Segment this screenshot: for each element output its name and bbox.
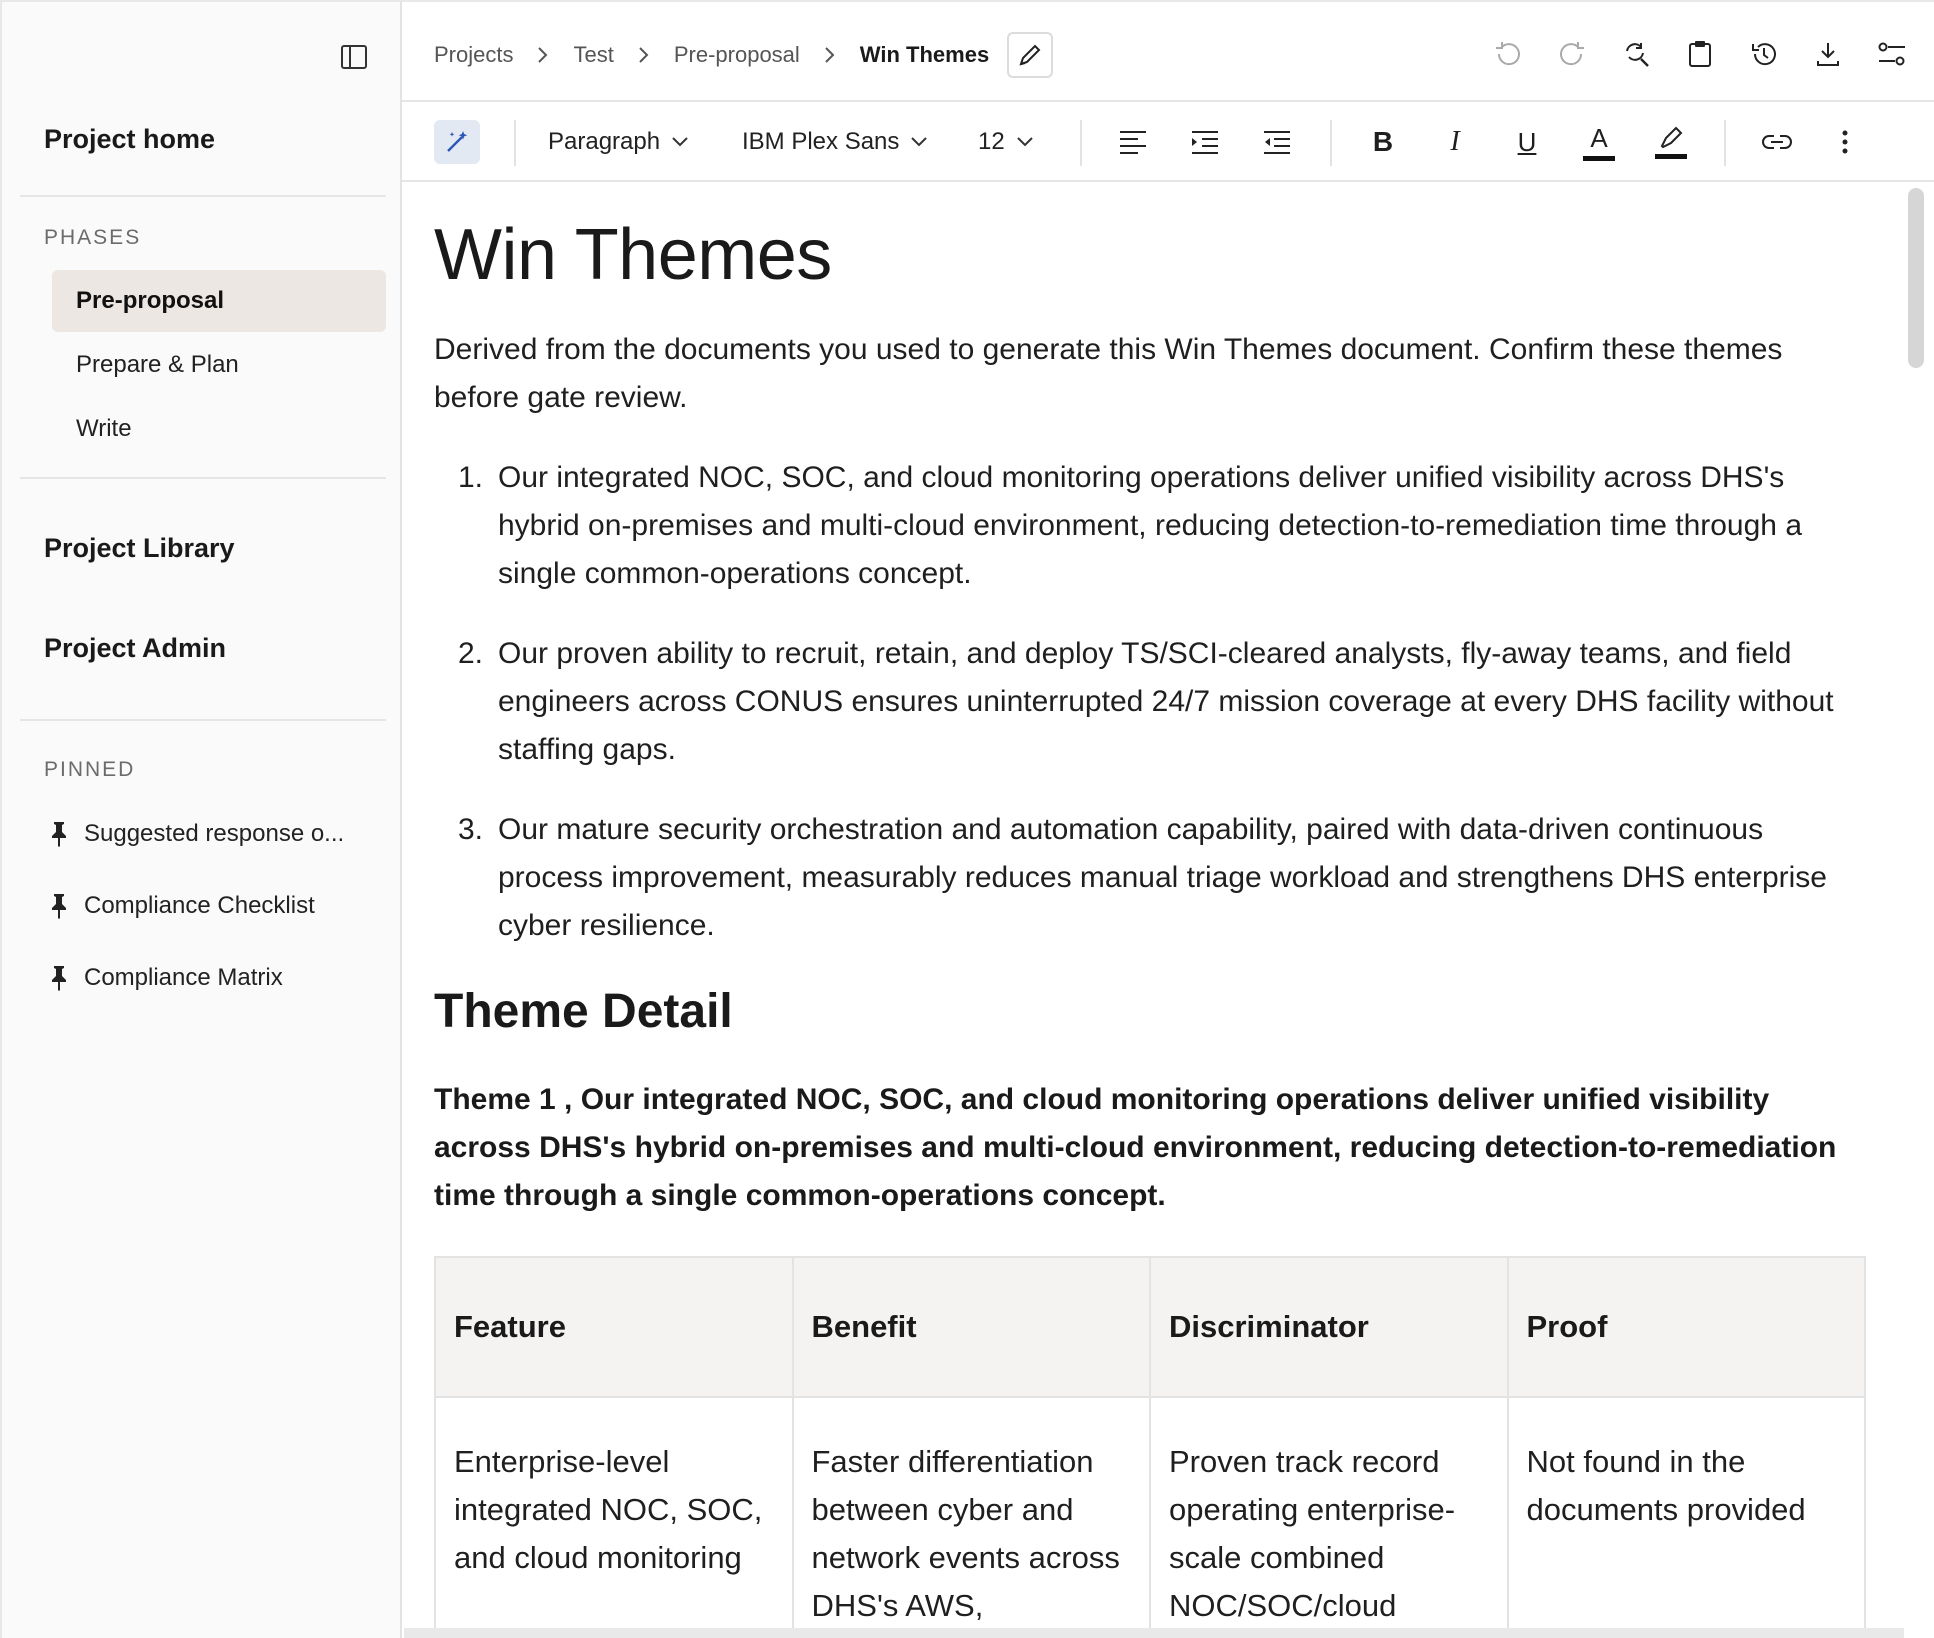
more-options-button[interactable] xyxy=(1820,120,1870,164)
vertical-scrollbar[interactable] xyxy=(1906,184,1926,1638)
align-left-icon xyxy=(1118,128,1148,156)
toolbar-divider xyxy=(514,120,516,166)
pin-icon xyxy=(44,819,74,849)
pinned-item-label: Compliance Checklist xyxy=(84,892,315,919)
list-item-text: Our proven ability to recruit, retain, and deploy TS/SCI-cleared analysts, fly-away teams, and field engineers across CONUS ensures uninterrupted 24/7 mission coverage at every DHS facility without staffing gaps. xyxy=(498,637,1834,766)
redo-icon[interactable] xyxy=(1540,34,1604,74)
sidebar-item-pre-proposal[interactable]: Pre-proposal xyxy=(52,270,386,332)
indent-icon xyxy=(1190,128,1220,156)
pencil-icon xyxy=(1017,42,1043,68)
breadcrumb-pre-proposal[interactable]: Pre-proposal xyxy=(673,42,800,67)
outdent-icon xyxy=(1262,128,1292,156)
find-replace-icon[interactable] xyxy=(1604,34,1668,74)
pinned-item[interactable] xyxy=(44,886,384,926)
chevron-down-icon xyxy=(670,135,690,149)
pin-icon xyxy=(44,891,74,921)
align-left-button[interactable] xyxy=(1108,120,1158,164)
pinned-heading: PINNED xyxy=(44,758,136,781)
table-cell: Enterprise-level integrated NOC, SOC, and cloud monitoring xyxy=(435,1397,793,1638)
outdent-button[interactable] xyxy=(1252,120,1302,164)
sidebar-project-admin[interactable]: Project Admin xyxy=(44,633,227,663)
font-family-dropdown[interactable] xyxy=(742,120,929,164)
settings-sliders-icon[interactable] xyxy=(1860,34,1924,74)
underline-icon: U xyxy=(1517,126,1537,157)
sidebar-project-library[interactable]: Project Library xyxy=(44,533,235,563)
download-icon[interactable] xyxy=(1796,34,1860,74)
toolbar-divider xyxy=(1080,120,1082,166)
block-type-value: Paragraph xyxy=(548,128,661,155)
text-color-swatch xyxy=(1583,156,1615,161)
document-editor[interactable] xyxy=(404,184,1904,1638)
horizontal-scrollbar[interactable] xyxy=(404,1628,1904,1638)
table-header-row xyxy=(435,1257,1865,1397)
table-row xyxy=(435,1397,1865,1638)
ai-assist-button[interactable] xyxy=(434,120,480,164)
chevron-right-icon xyxy=(800,45,860,65)
section-heading: Theme Detail xyxy=(434,985,733,1038)
list-item-text: Our integrated NOC, SOC, and cloud monitoring operations deliver unified visibility across DHS's hybrid on-premises and multi-cloud environment, reducing detection-to-remediation time through a single common-operations concept. xyxy=(498,461,1803,590)
font-size-dropdown[interactable] xyxy=(978,120,1035,164)
formatting-toolbar xyxy=(402,102,1934,182)
pinned-item[interactable] xyxy=(44,814,384,854)
breadcrumb-projects[interactable]: Projects xyxy=(434,42,514,67)
link-icon xyxy=(1760,130,1794,154)
list-item xyxy=(434,806,1874,950)
clipboard-icon[interactable] xyxy=(1668,34,1732,74)
italic-button[interactable] xyxy=(1430,120,1480,164)
scrollbar-thumb[interactable] xyxy=(1908,188,1924,368)
pinned-item-label: Suggested response o... xyxy=(84,820,345,847)
bold-button[interactable] xyxy=(1358,120,1408,164)
list-item xyxy=(434,454,1874,598)
chevron-right-icon xyxy=(614,45,674,65)
pinned-item-label: Compliance Matrix xyxy=(84,964,283,991)
font-family-value: IBM Plex Sans xyxy=(742,128,900,155)
block-type-dropdown[interactable] xyxy=(548,120,690,164)
highlight-swatch xyxy=(1655,154,1687,159)
top-actions xyxy=(1476,34,1924,74)
more-icon xyxy=(1841,129,1849,155)
win-themes-list xyxy=(434,454,1874,982)
list-number: 2. xyxy=(458,637,484,670)
document-title: Win Themes xyxy=(434,215,832,295)
top-bar xyxy=(402,0,1934,102)
sidebar-project-home[interactable]: Project home xyxy=(44,124,216,154)
table-header-cell: Benefit xyxy=(793,1257,1151,1397)
sidebar-divider xyxy=(20,719,386,721)
breadcrumb xyxy=(434,32,1053,78)
pin-icon xyxy=(44,963,74,993)
pinned-item[interactable] xyxy=(44,958,384,998)
highlight-button[interactable] xyxy=(1646,120,1696,164)
sidebar-toggle-icon[interactable] xyxy=(339,42,369,72)
table-header-cell: Proof xyxy=(1508,1257,1866,1397)
indent-button[interactable] xyxy=(1180,120,1230,164)
list-number: 3. xyxy=(458,813,484,846)
edit-title-button[interactable] xyxy=(1007,32,1053,78)
table-cell: Proven track record operating enterprise-scale combined NOC/SOC/cloud xyxy=(1150,1397,1508,1638)
highlight-icon xyxy=(1656,126,1686,152)
toolbar-divider xyxy=(1330,120,1332,166)
text-color-button[interactable] xyxy=(1574,120,1624,164)
text-color-icon: A xyxy=(1590,122,1608,153)
theme-detail-table xyxy=(434,1256,1866,1638)
sidebar-item-prepare-plan[interactable]: Prepare & Plan xyxy=(76,351,239,378)
history-icon[interactable] xyxy=(1732,34,1796,74)
sidebar xyxy=(0,0,402,1638)
underline-button[interactable] xyxy=(1502,120,1552,164)
phases-heading: PHASES xyxy=(44,226,142,249)
theme-1-heading: Theme 1 , Our integrated NOC, SOC, and cloud monitoring operations deliver unified visibility across DHS's hybrid on-premises and multi-cloud environment, reducing detection-to-remediation time through a single common-operations concept. xyxy=(434,1083,1837,1212)
table-header-cell: Discriminator xyxy=(1150,1257,1508,1397)
breadcrumb-test[interactable]: Test xyxy=(573,42,614,67)
table-cell: Not found in the documents provided xyxy=(1508,1397,1866,1638)
italic-icon: I xyxy=(1450,126,1460,157)
ai-assist-icon xyxy=(443,128,471,156)
sidebar-item-write[interactable]: Write xyxy=(76,415,132,442)
chevron-down-icon xyxy=(909,135,929,149)
sidebar-divider xyxy=(20,477,386,479)
chevron-right-icon xyxy=(513,45,573,65)
link-button[interactable] xyxy=(1752,120,1802,164)
list-item-text: Our mature security orchestration and automation capability, paired with data-driven continuous process improvement, measurably reduces manual triage workload and strengthens DHS enterprise cyber resilience. xyxy=(498,813,1827,942)
breadcrumb-current: Win Themes xyxy=(859,42,990,67)
chevron-down-icon xyxy=(1015,135,1035,149)
document-intro: Derived from the documents you used to generate this Win Themes document. Confirm these themes before gate review. xyxy=(434,333,1783,414)
sidebar-divider xyxy=(20,195,386,197)
list-number: 1. xyxy=(458,461,484,494)
table-header-cell: Feature xyxy=(435,1257,793,1397)
list-item xyxy=(434,630,1874,774)
toolbar-divider xyxy=(1724,120,1726,166)
undo-icon[interactable] xyxy=(1476,34,1540,74)
table-cell: Faster differentiation between cyber and network events across DHS's AWS, xyxy=(793,1397,1151,1638)
bold-icon: B xyxy=(1372,126,1394,157)
font-size-value: 12 xyxy=(978,128,1005,155)
